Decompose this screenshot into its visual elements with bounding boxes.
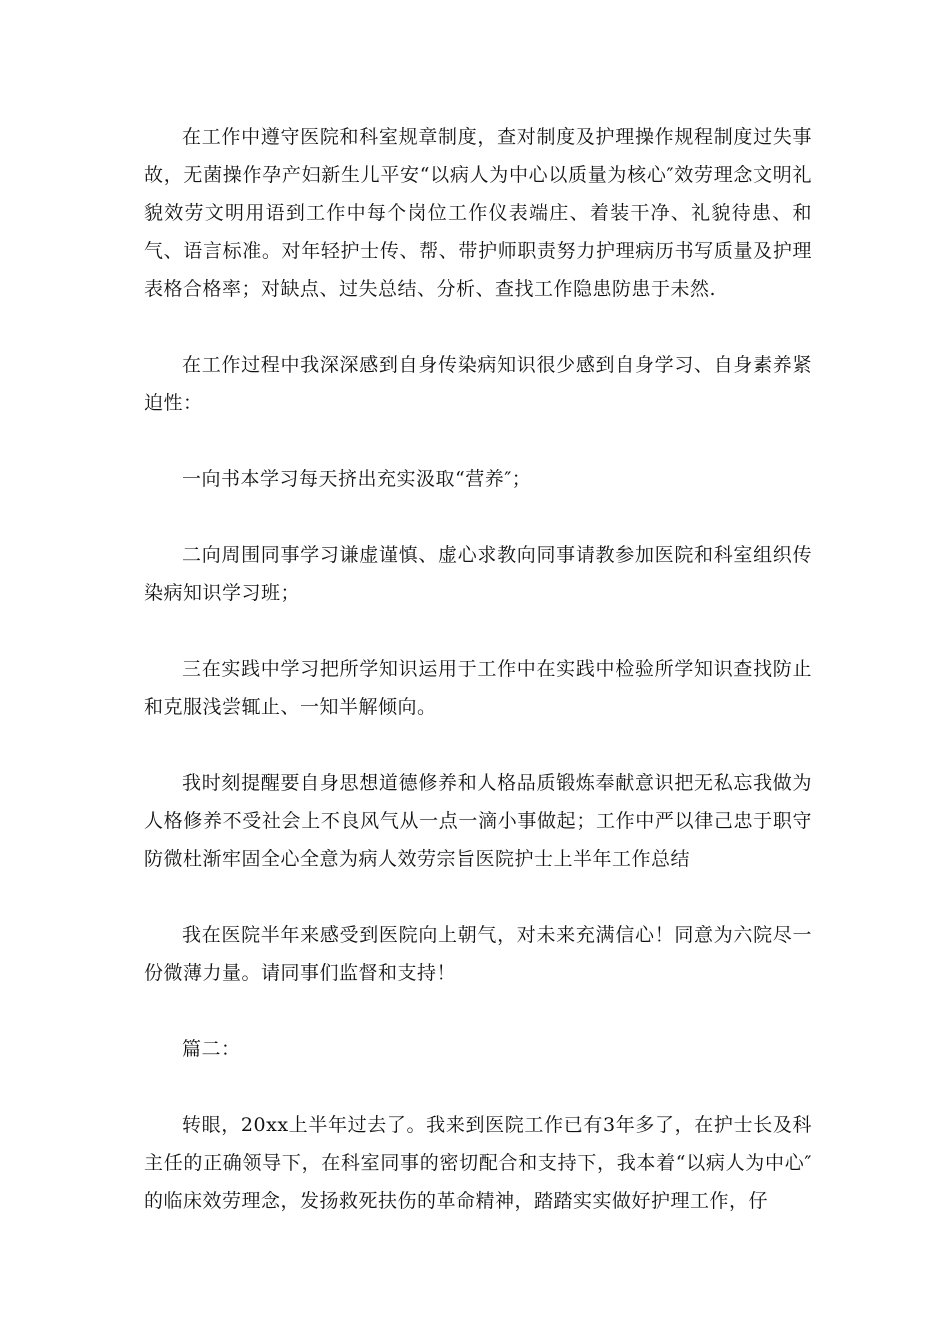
paragraph-learn-from-books: 一向书本学习每天挤出充实汲取“营养″； bbox=[182, 468, 532, 490]
section-heading-part-two: 篇二： bbox=[182, 1038, 241, 1060]
paragraph-learn-in-practice: 三在实践中学习把所学知识运用于工作中在实践中检验所学知识查找防止和克服浅尝辄止、一知半解倾向。 bbox=[144, 658, 812, 718]
paragraph-learn-from-colleagues: 二向周围同事学习谦虚谨慎、虚心求教向同事请教参加医院和科室组织传染病知识学习班； bbox=[144, 544, 812, 604]
paragraph-confidence: 我在医院半年来感受到医院向上朝气，对未来充满信心！同意为六院尽一份微薄力量。请同事们监督和支持！ bbox=[144, 924, 812, 984]
paragraph-work-rules: 在工作中遵守医院和科室规章制度，查对制度及护理操作规程制度过失事故，无菌操作孕产妇新生儿平安“以病人为中心以质量为核心″效劳理念文明礼貌效劳文明用语到工作中每个岗位工作仪表端庄、着装干净、礼貌待患、和气、语言标准。对年轻护士传、帮、带护师职责努力护理病历书写质量及护理表格合格率；对缺点、过失总结、分析、查找工作隐患防患于未然. bbox=[144, 126, 812, 300]
paragraph-part-two-intro: 转眼，20xx上半年过去了。我来到医院工作已有3年多了，在护士长及科主任的正确领导下，在科室同事的密切配合和支持下，我本着“以病人为中心″的临床效劳理念，发扬救死扶伤的革命精神，踏踏实实做好护理工作，仔 bbox=[144, 1114, 812, 1212]
paragraph-infectious-knowledge: 在工作过程中我深深感到自身传染病知识很少感到自身学习、自身素养紧迫性： bbox=[144, 354, 812, 414]
paragraph-moral-cultivation: 我时刻提醒要自身思想道德修养和人格品质锻炼奉献意识把无私忘我做为人格修养不受社会上不良风气从一点一滴小事做起；工作中严以律己忠于职守防微杜渐牢固全心全意为病人效劳宗旨医院护士上半年工作总结 bbox=[144, 772, 812, 870]
document-body bbox=[144, 118, 812, 1220]
